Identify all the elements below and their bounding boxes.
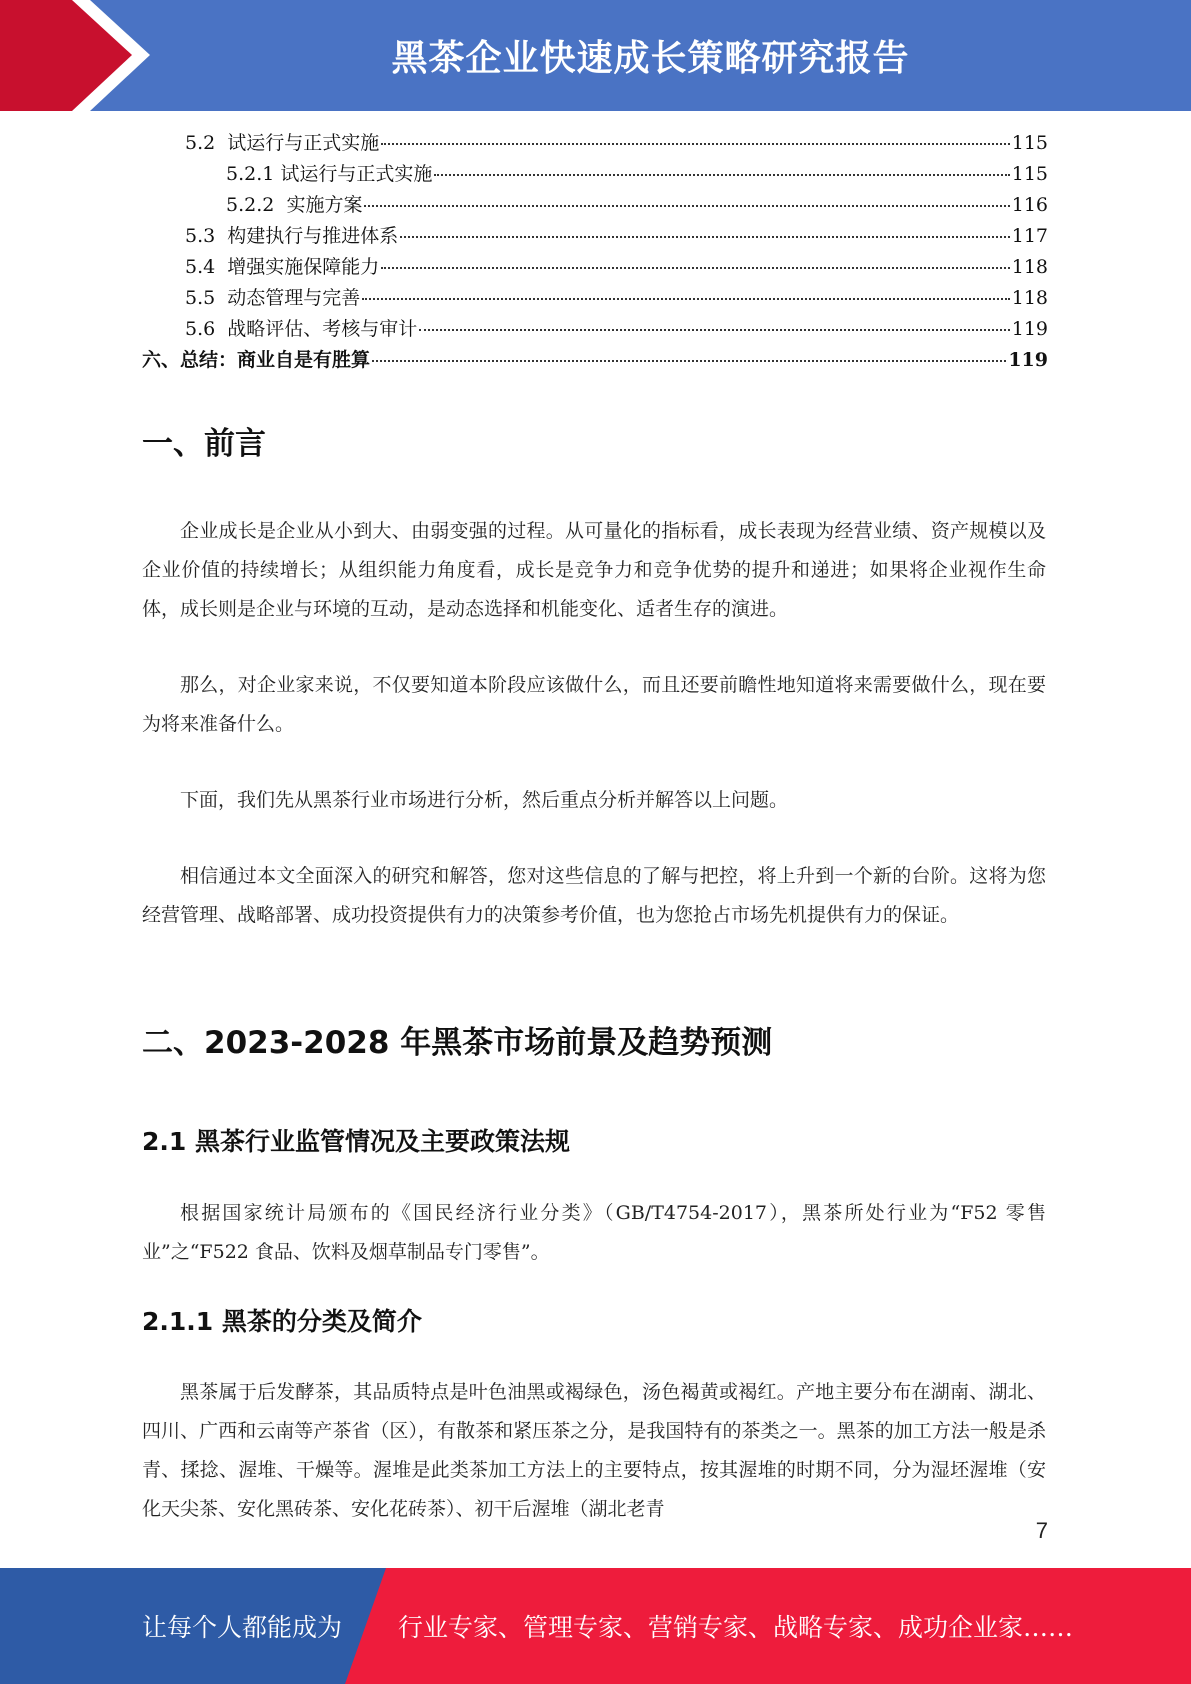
toc-entry[interactable] [142, 314, 1048, 345]
header-arrow-accent [0, 0, 150, 111]
toc-dot-leader [362, 298, 1009, 300]
toc-entry-page: 116 [1011, 194, 1048, 216]
toc-entry[interactable] [142, 190, 1048, 221]
toc-entry-title: 总结：商业自是有胜算 [180, 349, 371, 371]
toc-entry-title: 增强实施保障能力 [227, 256, 380, 278]
toc-entry-number: 5.6 [185, 318, 228, 340]
page-footer [0, 1568, 1191, 1684]
footer-slogan-right: 行业专家、管理专家、营销专家、战略专家、成功企业家…… [398, 1613, 1074, 1642]
toc-dot-leader [364, 205, 1009, 207]
toc-entry[interactable] [142, 128, 1048, 159]
toc-entry-page: 115 [1011, 163, 1048, 185]
toc-entry-title: 试运行与正式实施 [280, 163, 433, 185]
toc-dot-leader [400, 236, 1009, 238]
preface-paragraph: 企业成长是企业从小到大、由弱变强的过程。从可量化的指标看，成长表现为经营业绩、资产规模以及企业价值的持续增长；从组织能力角度看，成长是竞争力和竞争优势的提升和递进；如果将企业视作生命体，成长则是企业与环境的互动，是动态选择和机能变化、适者生存的演进。 [142, 520, 1046, 620]
table-of-contents [142, 128, 1048, 376]
toc-entry-title: 构建执行与推进体系 [227, 225, 399, 247]
toc-entry-title: 战略评估、考核与审计 [227, 318, 418, 340]
toc-entry-page: 119 [1008, 349, 1048, 371]
toc-entry-number: 5.2.1 [226, 163, 281, 185]
preface-paragraph: 相信通过本文全面深入的研究和解答，您对这些信息的了解与把控，将上升到一个新的台阶。这将为您经营管理、战略部署、成功投资提供有力的决策参考价值，也为您抢占市场先机提供有力的保证。 [142, 865, 1046, 926]
toc-entry-page: 115 [1011, 132, 1048, 154]
preface-paragraph: 下面，我们先从黑茶行业市场进行分析，然后重点分析并解答以上问题。 [180, 789, 789, 811]
toc-entry-page: 117 [1011, 225, 1048, 247]
toc-dot-leader [434, 174, 1009, 176]
toc-entry-title: 试运行与正式实施 [227, 132, 380, 154]
toc-entry-number: 六、 [142, 349, 181, 371]
toc-entry-page: 118 [1011, 256, 1048, 278]
preface-paragraph: 那么，对企业家来说，不仅要知道本阶段应该做什么，而且还要前瞻性地知道将来需要做什么，现在要为将来准备什么。 [142, 674, 1046, 735]
toc-entry[interactable] [142, 159, 1048, 190]
toc-entry[interactable] [142, 345, 1048, 376]
toc-entry-number: 5.2 [185, 132, 228, 154]
subsection-heading-classification: 2.1.1 黑茶的分类及简介 [142, 1307, 422, 1336]
section-heading-forecast: 二、2023-2028 年黑茶市场前景及趋势预测 [142, 1025, 773, 1061]
toc-entry-page: 118 [1011, 287, 1048, 309]
toc-entry[interactable] [142, 221, 1048, 252]
toc-dot-leader [381, 267, 1009, 269]
classification-paragraph: 黑茶属于后发酵茶，其品质特点是叶色油黑或褐绿色，汤色褐黄或褐红。产地主要分布在湖南、湖北、四川、广西和云南等产茶省（区），有散茶和紧压茶之分，是我国特有的茶类之一。黑茶的加工方法一般是杀青、揉捻、渥堆、干燥等。渥堆是此类茶加工方法上的主要特点，按其渥堆的时期不同，分为湿坯渥堆（安化天尖茶、安化黑砖茶、安化花砖茶）、初干后渥堆（湖北老青 [142, 1381, 1046, 1520]
toc-entry-title: 动态管理与完善 [227, 287, 361, 309]
toc-entry-title: 实施方案 [286, 194, 363, 216]
toc-entry-number: 5.2.2 [226, 194, 287, 216]
toc-entry-number: 5.5 [185, 287, 228, 309]
toc-entry-number: 5.3 [185, 225, 228, 247]
section-heading-preface: 一、前言 [142, 426, 266, 462]
toc-entry[interactable] [142, 252, 1048, 283]
toc-dot-leader [372, 360, 1006, 362]
report-title: 黑茶企业快速成长策略研究报告 [391, 38, 910, 79]
regulation-paragraph: 根据国家统计局颁布的《国民经济行业分类》（GB/T4754-2017），黑茶所处行业为“F52 零售业”之“F522 食品、饮料及烟草制品专门零售”。 [142, 1202, 1046, 1263]
page-number: 7 [1035, 1518, 1048, 1543]
toc-dot-leader [419, 329, 1009, 331]
toc-entry-page: 119 [1011, 318, 1048, 340]
subsection-heading-regulation: 2.1 黑茶行业监管情况及主要政策法规 [142, 1127, 570, 1156]
page-header [0, 0, 1191, 111]
toc-dot-leader [381, 143, 1009, 145]
toc-entry[interactable] [142, 283, 1048, 314]
footer-slogan-left: 让每个人都能成为 [142, 1613, 343, 1642]
toc-entry-number: 5.4 [185, 256, 228, 278]
